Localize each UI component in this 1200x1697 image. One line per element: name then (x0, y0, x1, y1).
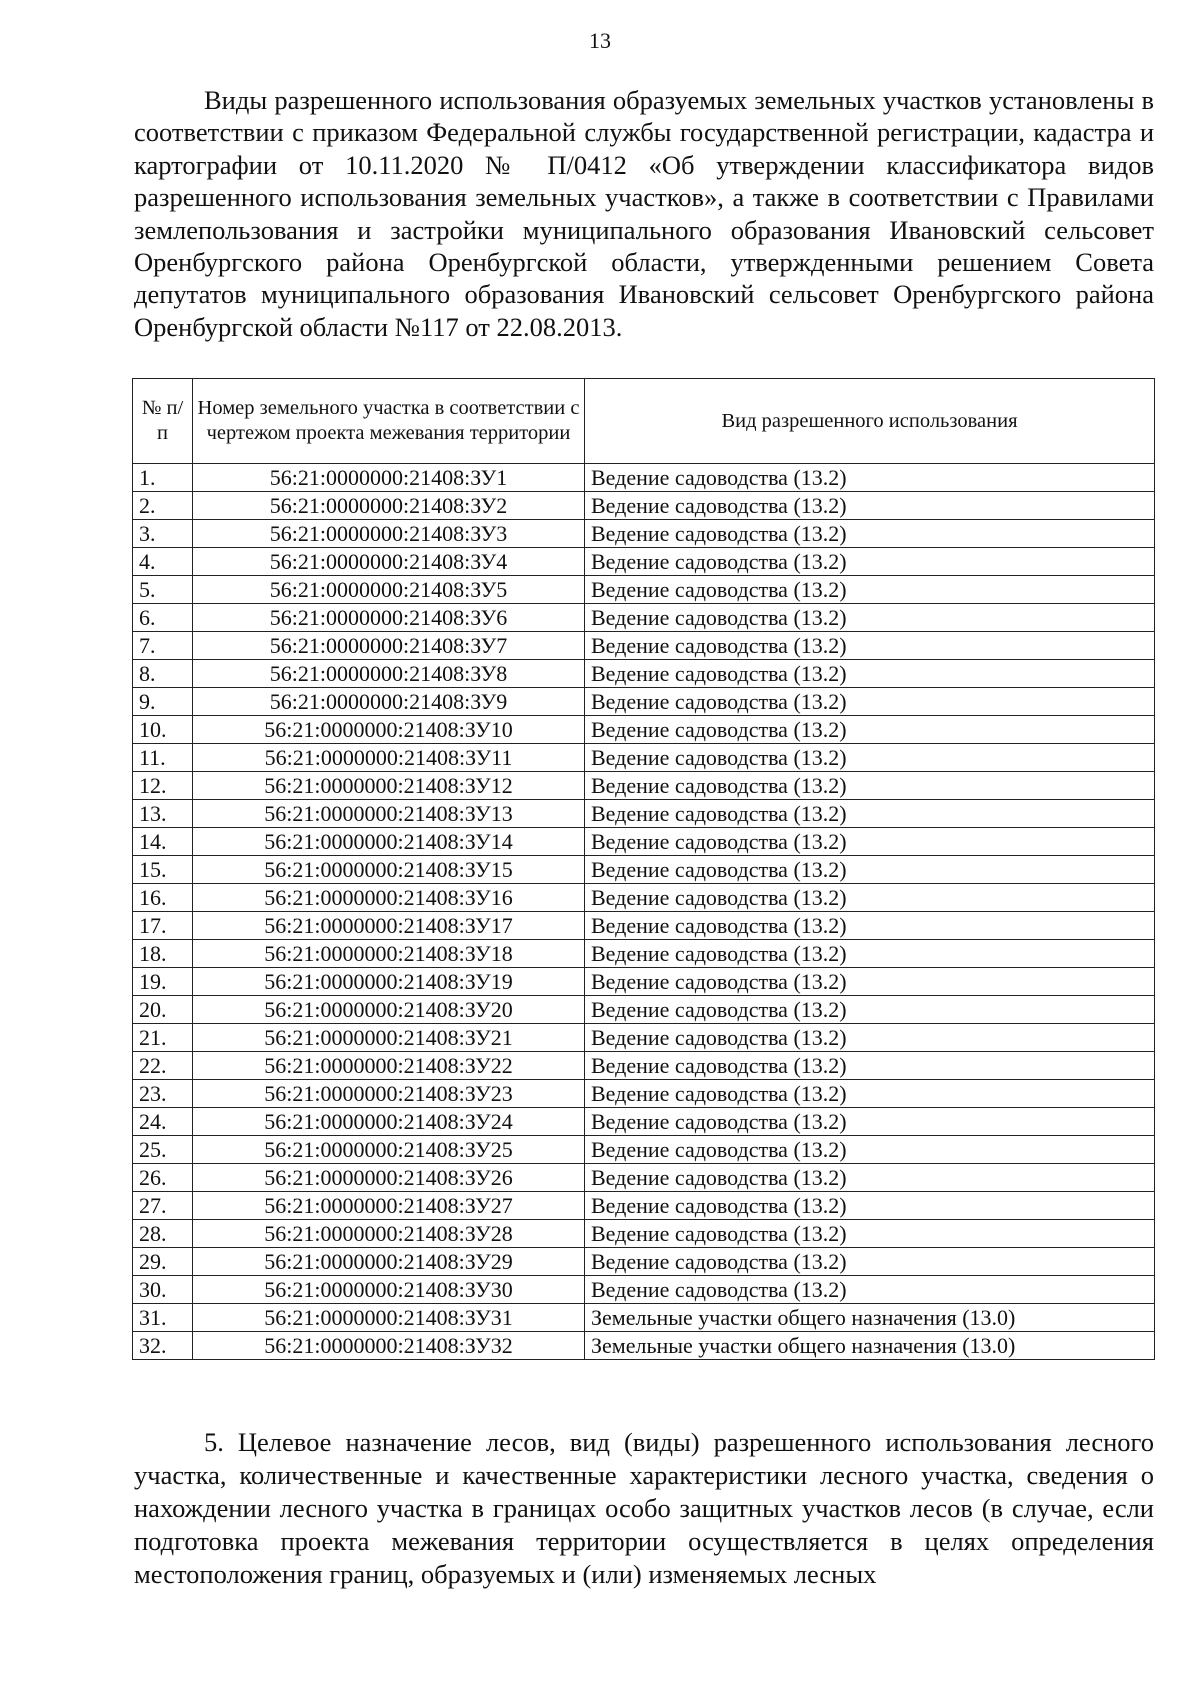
row-number: 13. (133, 800, 193, 828)
plot-number: 56:21:0000000:21408:ЗУ10 (193, 716, 585, 744)
plot-number: 56:21:0000000:21408:ЗУ18 (193, 940, 585, 968)
permitted-use: Земельные участки общего назначения (13.0) (585, 1332, 1155, 1360)
permitted-use: Ведение садоводства (13.2) (585, 968, 1155, 996)
permitted-use: Ведение садоводства (13.2) (585, 1108, 1155, 1136)
plot-number: 56:21:0000000:21408:ЗУ29 (193, 1248, 585, 1276)
table-row (133, 1052, 1155, 1080)
row-number: 21. (133, 1024, 193, 1052)
plot-number: 56:21:0000000:21408:ЗУ23 (193, 1080, 585, 1108)
permitted-use: Ведение садоводства (13.2) (585, 772, 1155, 800)
permitted-use: Ведение садоводства (13.2) (585, 1164, 1155, 1192)
plot-number: 56:21:0000000:21408:ЗУ20 (193, 996, 585, 1024)
row-number: 17. (133, 912, 193, 940)
plot-number: 56:21:0000000:21408:ЗУ19 (193, 968, 585, 996)
plot-number: 56:21:0000000:21408:ЗУ24 (193, 1108, 585, 1136)
row-number: 8. (133, 660, 193, 688)
permitted-use: Земельные участки общего назначения (13.0) (585, 1304, 1155, 1332)
row-number: 31. (133, 1304, 193, 1332)
row-number: 18. (133, 940, 193, 968)
permitted-use: Ведение садоводства (13.2) (585, 800, 1155, 828)
row-number: 7. (133, 632, 193, 660)
table-row (133, 1276, 1155, 1304)
plot-number: 56:21:0000000:21408:ЗУ14 (193, 828, 585, 856)
plot-number: 56:21:0000000:21408:ЗУ17 (193, 912, 585, 940)
permitted-use: Ведение садоводства (13.2) (585, 1136, 1155, 1164)
table-row (133, 716, 1155, 744)
header-number: № п/п (133, 379, 193, 464)
plot-number: 56:21:0000000:21408:ЗУ1 (193, 464, 585, 492)
table-row (133, 912, 1155, 940)
plot-number: 56:21:0000000:21408:ЗУ22 (193, 1052, 585, 1080)
table-row (133, 968, 1155, 996)
table-row (133, 548, 1155, 576)
permitted-use: Ведение садоводства (13.2) (585, 492, 1155, 520)
permitted-use: Ведение садоводства (13.2) (585, 660, 1155, 688)
row-number: 11. (133, 744, 193, 772)
plot-number: 56:21:0000000:21408:ЗУ16 (193, 884, 585, 912)
plot-number: 56:21:0000000:21408:ЗУ31 (193, 1304, 585, 1332)
row-number: 27. (133, 1192, 193, 1220)
header-plot-number: Номер земельного участка в соответствии с чертежом проекта межевания территории (193, 379, 585, 464)
table-header-row (133, 379, 1155, 464)
row-number: 5. (133, 576, 193, 604)
row-number: 28. (133, 1220, 193, 1248)
table-row (133, 1192, 1155, 1220)
permitted-use: Ведение садоводства (13.2) (585, 464, 1155, 492)
row-number: 32. (133, 1332, 193, 1360)
table-row (133, 1164, 1155, 1192)
permitted-use: Ведение садоводства (13.2) (585, 520, 1155, 548)
plot-number: 56:21:0000000:21408:ЗУ27 (193, 1192, 585, 1220)
intro-text: Виды разрешенного использования образуемых земельных участков установлены в соответствии с приказом Федеральной службы государственной регистрации, кадастра и картографии от 10.11.2020 № П/0412 «Об утверждении классификатора видов разрешенного использования земельных участков», а также в соответствии с Правилами землепользования и застройки муниципального образования Ивановский сельсовет Оренбургского района Оренбургской области, утвержденными решением Совета депутатов муниципального образования Ивановский сельсовет Оренбургского района Оренбургской области №117 от 22.08.2013. (134, 85, 1154, 342)
permitted-use: Ведение садоводства (13.2) (585, 1080, 1155, 1108)
table-row (133, 800, 1155, 828)
plot-number: 56:21:0000000:21408:ЗУ6 (193, 604, 585, 632)
plot-number: 56:21:0000000:21408:ЗУ11 (193, 744, 585, 772)
permitted-use: Ведение садоводства (13.2) (585, 1220, 1155, 1248)
row-number: 19. (133, 968, 193, 996)
plot-number: 56:21:0000000:21408:ЗУ3 (193, 520, 585, 548)
table-row (133, 632, 1155, 660)
table-body (133, 464, 1155, 1360)
row-number: 29. (133, 1248, 193, 1276)
permitted-use: Ведение садоводства (13.2) (585, 856, 1155, 884)
permitted-use: Ведение садоводства (13.2) (585, 996, 1155, 1024)
permitted-use: Ведение садоводства (13.2) (585, 1024, 1155, 1052)
table-row (133, 576, 1155, 604)
permitted-use: Ведение садоводства (13.2) (585, 632, 1155, 660)
plot-number: 56:21:0000000:21408:ЗУ21 (193, 1024, 585, 1052)
intro-paragraph (134, 84, 1154, 343)
table-row (133, 1080, 1155, 1108)
section-5 (134, 1426, 1154, 1591)
table-row (133, 1108, 1155, 1136)
permitted-use: Ведение садоводства (13.2) (585, 1052, 1155, 1080)
header-permitted-use: Вид разрешенного использования (585, 379, 1155, 464)
page-number: 13 (589, 28, 611, 53)
permitted-use: Ведение садоводства (13.2) (585, 716, 1155, 744)
plot-number: 56:21:0000000:21408:ЗУ15 (193, 856, 585, 884)
table-row (133, 884, 1155, 912)
plot-number: 56:21:0000000:21408:ЗУ9 (193, 688, 585, 716)
row-number: 3. (133, 520, 193, 548)
row-number: 1. (133, 464, 193, 492)
plot-number: 56:21:0000000:21408:ЗУ4 (193, 548, 585, 576)
row-number: 14. (133, 828, 193, 856)
section-5-text: 5. Целевое назначение лесов, вид (виды) разрешенного использования лесного участка, количественные и качественные характеристики лесного участка, сведения о нахождении лесного участка в границах особо защитных участков лесов (в случае, если подготовка проекта межевания территории осуществляется в целях определения местоположения границ, образуемых и (или) изменяемых лесных (134, 1427, 1154, 1589)
table-row (133, 520, 1155, 548)
row-number: 12. (133, 772, 193, 800)
plot-number: 56:21:0000000:21408:ЗУ30 (193, 1276, 585, 1304)
table-row (133, 1304, 1155, 1332)
row-number: 6. (133, 604, 193, 632)
row-number: 26. (133, 1164, 193, 1192)
table-row (133, 604, 1155, 632)
permitted-use: Ведение садоводства (13.2) (585, 1276, 1155, 1304)
row-number: 22. (133, 1052, 193, 1080)
table-row (133, 996, 1155, 1024)
table-row (133, 492, 1155, 520)
row-number: 4. (133, 548, 193, 576)
row-number: 9. (133, 688, 193, 716)
table-row (133, 828, 1155, 856)
table-row (133, 1136, 1155, 1164)
plot-number: 56:21:0000000:21408:ЗУ26 (193, 1164, 585, 1192)
table-row (133, 660, 1155, 688)
land-plots-table (132, 378, 1155, 1360)
row-number: 10. (133, 716, 193, 744)
permitted-use: Ведение садоводства (13.2) (585, 1248, 1155, 1276)
plot-number: 56:21:0000000:21408:ЗУ25 (193, 1136, 585, 1164)
table-row (133, 1220, 1155, 1248)
plot-number: 56:21:0000000:21408:ЗУ13 (193, 800, 585, 828)
permitted-use: Ведение садоводства (13.2) (585, 912, 1155, 940)
permitted-use: Ведение садоводства (13.2) (585, 548, 1155, 576)
table-row (133, 1024, 1155, 1052)
table-row (133, 1248, 1155, 1276)
table-row (133, 772, 1155, 800)
plot-number: 56:21:0000000:21408:ЗУ2 (193, 492, 585, 520)
table-row (133, 856, 1155, 884)
table-row (133, 1332, 1155, 1360)
permitted-use: Ведение садоводства (13.2) (585, 1192, 1155, 1220)
table-row (133, 464, 1155, 492)
permitted-use: Ведение садоводства (13.2) (585, 828, 1155, 856)
table-row (133, 940, 1155, 968)
plot-number: 56:21:0000000:21408:ЗУ12 (193, 772, 585, 800)
plot-number: 56:21:0000000:21408:ЗУ7 (193, 632, 585, 660)
row-number: 15. (133, 856, 193, 884)
row-number: 2. (133, 492, 193, 520)
row-number: 20. (133, 996, 193, 1024)
plot-number: 56:21:0000000:21408:ЗУ8 (193, 660, 585, 688)
row-number: 24. (133, 1108, 193, 1136)
table-row (133, 744, 1155, 772)
permitted-use: Ведение садоводства (13.2) (585, 604, 1155, 632)
permitted-use: Ведение садоводства (13.2) (585, 688, 1155, 716)
plot-number: 56:21:0000000:21408:ЗУ28 (193, 1220, 585, 1248)
permitted-use: Ведение садоводства (13.2) (585, 940, 1155, 968)
permitted-use: Ведение садоводства (13.2) (585, 576, 1155, 604)
row-number: 23. (133, 1080, 193, 1108)
table-row (133, 688, 1155, 716)
permitted-use: Ведение садоводства (13.2) (585, 884, 1155, 912)
plot-number: 56:21:0000000:21408:ЗУ5 (193, 576, 585, 604)
row-number: 16. (133, 884, 193, 912)
plot-number: 56:21:0000000:21408:ЗУ32 (193, 1332, 585, 1360)
row-number: 25. (133, 1136, 193, 1164)
permitted-use: Ведение садоводства (13.2) (585, 744, 1155, 772)
row-number: 30. (133, 1276, 193, 1304)
